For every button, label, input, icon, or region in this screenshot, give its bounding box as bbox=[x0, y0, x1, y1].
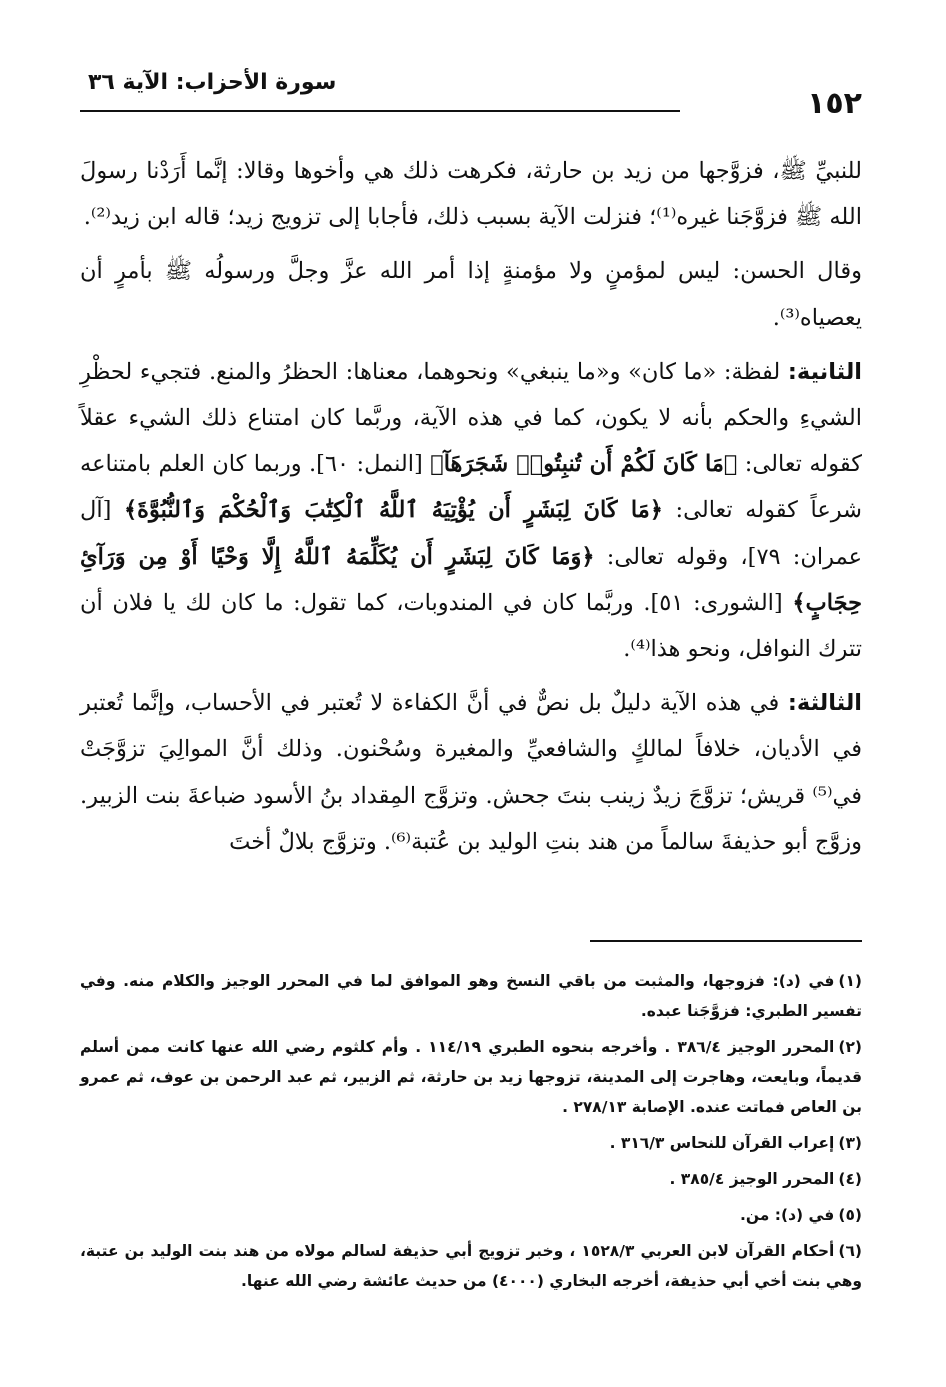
footnote bbox=[80, 1236, 862, 1296]
paragraph-4 bbox=[80, 680, 862, 865]
paragraph-3-part-c: [آل عمران: ٧٩]، وقوله تعالى: bbox=[80, 497, 863, 570]
footnote-text: المحرر الوجيز ٣٨٥/٤ . bbox=[669, 1170, 835, 1188]
footnotes bbox=[80, 966, 862, 1302]
footnote-text: المحرر الوجيز ٣٨٦/٤ . وأخرجه بنحوه الطبري ١١٤/١٩ . وأم كلثوم رضي الله عنها كانت ممن أسلم قديماً، وبايعت، وهاجرت إلى المدينة، تزوجها زيد بن حارثة، ثم الزبير، ثم عبد الرحمن بن عوف، ثم عمرو بن العاص فماتت عنده. الإصابة ٢٧٨/١٣ . bbox=[80, 1038, 862, 1116]
book-page bbox=[80, 0, 862, 1387]
running-title: سورة الأحزاب: الآية ٣٦ bbox=[88, 70, 337, 95]
footnote-text: في (د): فزوجها، والمثبت من باقي النسخ وهو الموافق لما في المحرر الوجيز والكلام منه. وفي تفسير الطبري: فزوَّجَنا عبده. bbox=[80, 972, 862, 1020]
footnote bbox=[80, 1128, 862, 1158]
footnote-text: أحكام القرآن لابن العربي ١٥٢٨/٣ ، وخبر تزويج أبي حذيفة لسالم مولاه من هند بنت الوليد بن عتبة، وهي بنت أخي أبي حذيفة، أخرجه البخاري (٤٠٠٠) من حديث عائشة رضي الله عنها. bbox=[80, 1242, 862, 1290]
paragraph-3 bbox=[80, 349, 862, 672]
footnote-number: (٥) bbox=[838, 1206, 862, 1224]
footnote-text: إعراب القرآن للنحاس ٣١٦/٣ . bbox=[609, 1134, 835, 1152]
paragraph-3-part-b: [النمل: ٦٠]. وربما كان العلم بامتناعه شرعاً كقوله تعالى: bbox=[80, 451, 863, 524]
footnote-number: (٤) bbox=[838, 1170, 862, 1188]
footnote-number: (٢) bbox=[838, 1038, 862, 1056]
quran-verse-2: ﴿مَا كَانَ لِبَشَرٍ أَن يُؤْتِيَهُ ٱللَّهُ ٱلْكِتَٰبَ وَٱلْحُكْمَ وَٱلنُّبُوَّةَ﴾ bbox=[123, 497, 663, 524]
footnote-number: (٣) bbox=[838, 1134, 862, 1152]
footnote-number: (١) bbox=[838, 972, 862, 990]
quran-verse-3: ﴿وَمَا كَانَ لِبَشَرٍ أَن يُكَلِّمَهُ ٱللَّهُ إِلَّا وَحْيًا أَوْ مِن وَرَآئِ حِجَابٍ﴾ bbox=[80, 543, 862, 616]
section-lead-second: الثانية: bbox=[787, 358, 862, 385]
footnote-divider bbox=[590, 940, 862, 942]
quran-verse-1: ﴿مَا كَانَ لَكُمْ أَن تُنبِتُوا۟ شَجَرَهَآ﴾ bbox=[430, 451, 738, 478]
footnote bbox=[80, 1164, 862, 1194]
paragraph-4-text: في هذه الآية دليلٌ بل نصٌّ في أنَّ الكفاءة لا تُعتبر في الأحساب، وإنَّما تُعتبر في الأديان، خلافاً لمالكٍ والشافعيِّ والمغيرة وسُحْنون. وذلك أنَّ الموالِيَ تزوَّجَتْ في⁽⁵⁾ قريش؛ تزوَّجَ زيدٌ زينب بنتَ جحش. وتزوَّج المِقداد بنُ الأسود ضباعةَ بنت الزبير. وزوَّج أبو حذيفةَ سالماً من هند بنتِ الوليد بن عُتبة⁽⁶⁾. وتزوَّج بلالٌ أختَ bbox=[80, 690, 862, 855]
footnote-number: (٦) bbox=[838, 1242, 862, 1260]
footnote bbox=[80, 1200, 862, 1230]
section-lead-third: الثالثة: bbox=[787, 690, 862, 717]
footnote-text: في (د): من. bbox=[739, 1206, 835, 1224]
paragraph-3-part-a: لفظة: «ما كان» و«ما ينبغي» ونحوهما، معناها: الحظرُ والمنع. فتجيء لحظْرِ الشيءِ والحكم بأنه لا يكون، كما في هذه الآية، وربَّما كان امتناع ذلك الشيء عقلاً كقوله تعالى: bbox=[80, 358, 862, 478]
paragraph-1: للنبيِّ ﷺ، فزوَّجها من زيد بن حارثة، فكرهت ذلك هي وأخوها وقالا: إنَّما أَرَدْنا رسولَ الله ﷺ فزوَّجَنا غيره⁽¹⁾؛ فنزلت الآية بسبب ذلك، فأجابا إلى تزويج زيد؛ قاله ابن زيد⁽²⁾. bbox=[80, 158, 862, 231]
header-divider bbox=[80, 110, 680, 112]
paragraph-2: وقال الحسن: ليس لمؤمنٍ ولا مؤمنةٍ إذا أمر الله عزَّ وجلَّ ورسولُه ﷺ بأمرٍ أن يعصياه⁽³⁾. bbox=[80, 258, 862, 331]
page-number: ١٥٢ bbox=[807, 86, 862, 121]
paragraph-3-part-d: [الشورى: ٥١]. وربَّما كان في المندوبات، كما تقول: ما كان لك يا فلان أن تترك النوافل، ونحو هذا⁽⁴⁾. bbox=[80, 589, 862, 663]
page-header bbox=[80, 62, 862, 121]
main-text bbox=[80, 148, 862, 873]
footnote bbox=[80, 1032, 862, 1122]
footnote bbox=[80, 966, 862, 1026]
